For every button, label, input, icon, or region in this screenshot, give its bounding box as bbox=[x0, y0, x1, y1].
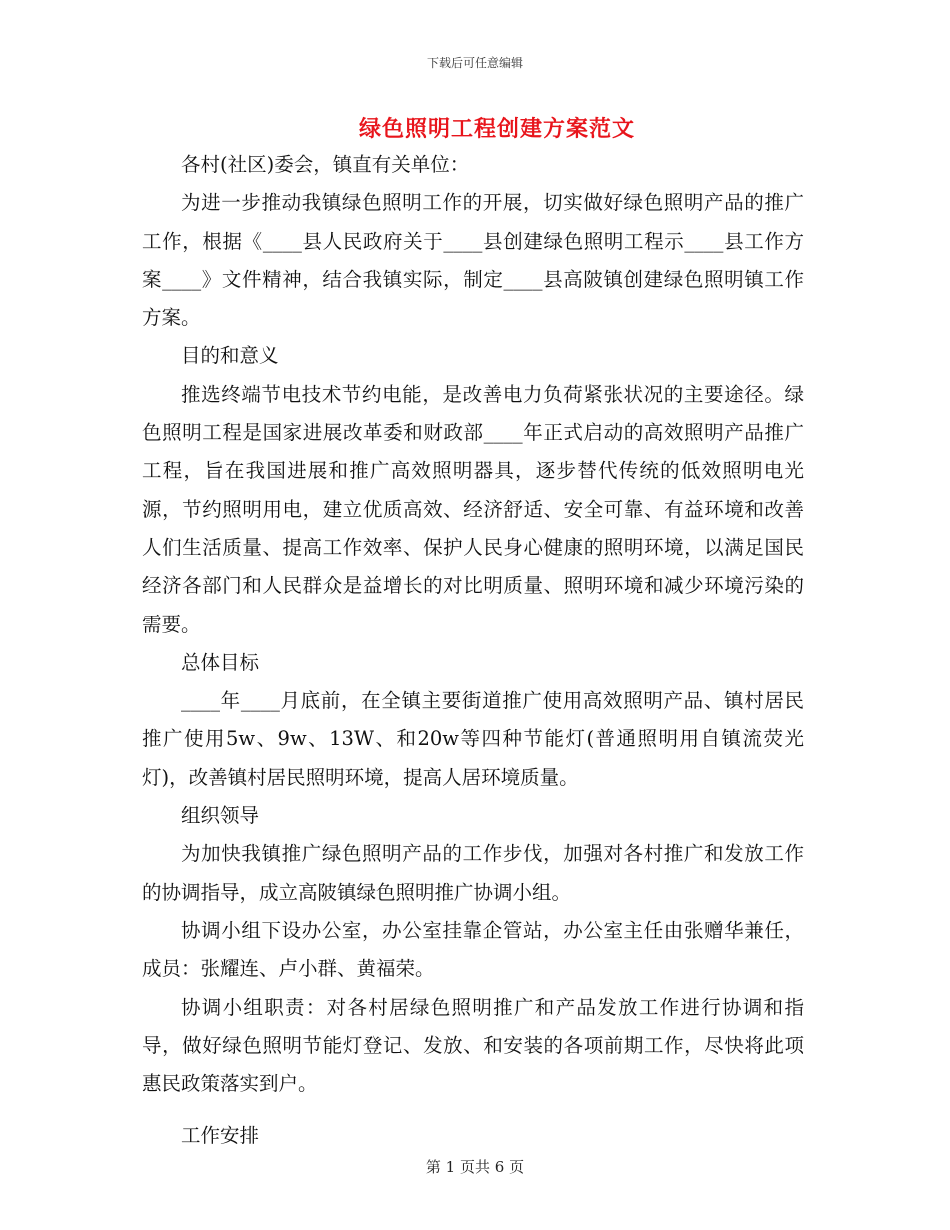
intro-paragraph: 为进一步推动我镇绿色照明工作的开展，切实做好绿色照明产品的推广工作，根据《____县人民政府关于____县创建绿色照明工程示____县工作方案____》文件精神，结合我镇实际，制定____县高陂镇创建绿色照明镇工作方案。 bbox=[142, 191, 804, 330]
page-number-footer: 第 1 页共 6 页 bbox=[425, 1158, 525, 1176]
duties-paragraph: 协调小组职责：对各村居绿色照明推广和产品发放工作进行协调和指导，做好绿色照明节能灯登记、发放、和安装的各项前期工作，尽快将此项惠民政策落实到户。 bbox=[142, 995, 804, 1096]
leadership-paragraph: 为加快我镇推广绿色照明产品的工作步伐，加强对各村推广和发放工作的协调指导，成立高陂镇绿色照明推广协调小组。 bbox=[142, 842, 804, 904]
office-paragraph: 协调小组下设办公室，办公室挂靠企管站，办公室主任由张赠华兼任，成员：张耀连、卢小群、黄福荣。 bbox=[142, 918, 804, 981]
document-title: 绿色照明工程创建方案范文 bbox=[358, 116, 635, 142]
section-heading-leadership: 组织领导 bbox=[181, 804, 260, 828]
document-body bbox=[142, 146, 804, 1156]
section-heading-arrangement: 工作安排 bbox=[181, 1124, 260, 1148]
salutation: 各村(社区)委会，镇直有关单位： bbox=[181, 153, 470, 176]
section-heading-goal: 总体目标 bbox=[181, 650, 260, 674]
goal-paragraph: ____年____月底前，在全镇主要街道推广使用高效照明产品、镇村居民推广使用5w、9w、13W、和20w等四种节能灯(普通照明用自镇流荧光灯)，改善镇村居民照明环境，提高人居环境质量。 bbox=[142, 689, 804, 789]
page-header-note: 下载后可任意编辑 bbox=[426, 56, 523, 70]
section-heading-purpose: 目的和意义 bbox=[181, 344, 279, 368]
purpose-paragraph: 推选终端节电技术节约电能，是改善电力负荷紧张状况的主要途径。绿色照明工程是国家进展改革委和财政部____年正式启动的高效照明产品推广工程，旨在我国进展和推广高效照明器具，逐步替代传统的低效照明电光源，节约照明用电，建立优质高效、经济舒适、安全可靠、有益环境和改善人们生活质量、提高工作效率、保护人民身心健康的照明环境，以满足国民经济各部门和人民群众是益增长的对比明质量、照明环境和减少环境污染的需要。 bbox=[142, 382, 804, 636]
